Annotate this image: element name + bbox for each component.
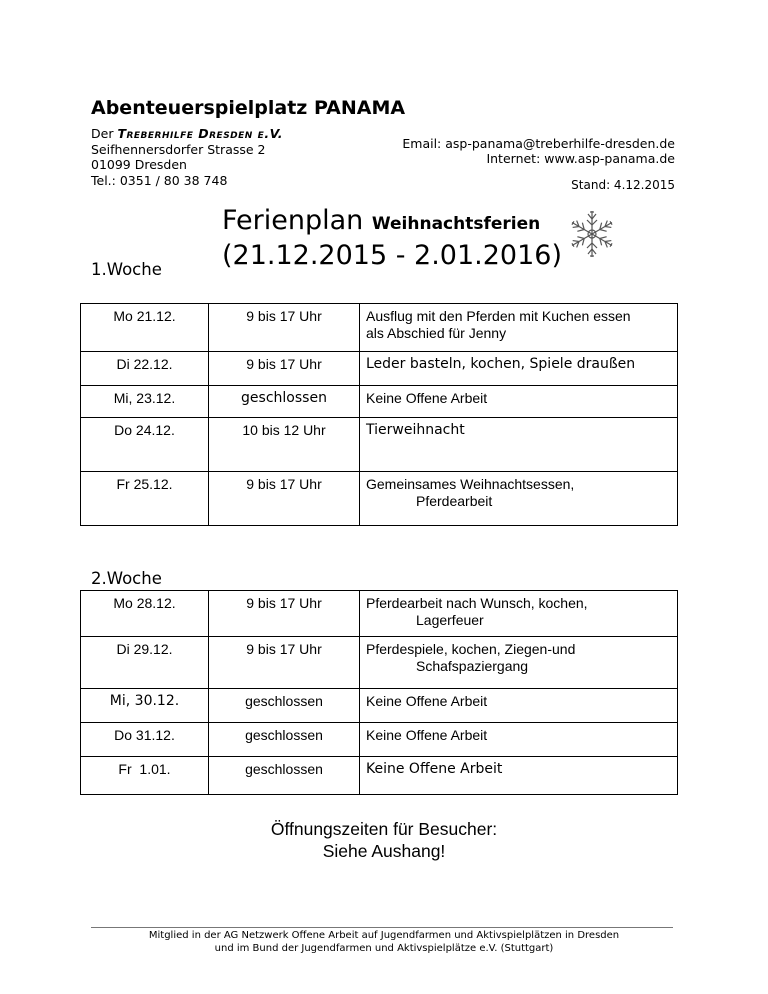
time-cell: 9 bis 17 Uhr [209,472,360,526]
visitor-hours-line2: Siehe Aushang! [322,841,446,861]
activity-cell: Leder basteln, kochen, Spiele draußen [360,352,678,386]
table-row [81,352,678,386]
footer-divider [91,927,673,928]
plan-title: Ferienplan [222,205,372,236]
address-block [91,126,283,188]
footer-line1: Mitglied in der AG Netzwerk Offene Arbeit auf Jugendfarmen und Aktivspielplätzen in Dresden [148,930,620,941]
time-cell: geschlossen [209,757,360,795]
activity-cell: Keine Offene Arbeit [360,689,678,723]
day-cell: Mo 21.12. [81,304,209,352]
activity-text: Pferdearbeit nach Wunsch, kochen, [366,595,588,611]
activity-text: Pferdespiele, kochen, Ziegen-und [366,641,576,657]
day-cell: Di 22.12. [81,352,209,386]
activity-text-2: Schafspaziergang [416,658,529,674]
activity-cell: Tierweihnacht [360,418,678,472]
activity-cell [360,637,678,689]
activity-cell: Keine Offene Arbeit [360,757,678,795]
activity-text-2: Pferdearbeit [416,493,493,509]
activity-cell: Keine Offene Arbeit [360,723,678,757]
telephone: Tel.: 0351 / 80 38 748 [91,172,228,188]
day-cell: Do 24.12. [81,418,209,472]
activity-cell [360,304,678,352]
internet: Internet: www.asp-panama.de [486,151,675,166]
activity-text: Ausflug mit den Pferden mit Kuchen essen [366,308,631,324]
day-cell: Di 29.12. [81,637,209,689]
plan-subtitle: Weihnachtsferien [371,214,541,234]
table-row [81,591,678,637]
page-title: Abenteuerspielplatz PANAMA [91,97,406,119]
day-cell: Fr 1.01. [81,757,209,795]
email: Email: asp-panama@treberhilfe-dresden.de [402,136,675,151]
time-cell: geschlossen [209,689,360,723]
visitor-hours-line1: Öffnungszeiten für Besucher: [270,819,498,839]
week1-label: 1.Woche [91,260,162,279]
time-cell: 9 bis 17 Uhr [209,352,360,386]
activity-text-2: als Abschied für Jenny [366,325,507,341]
contact-block [402,136,675,166]
week1-table [80,303,678,526]
organisation-name: Treberhilfe Dresden e.V. [117,126,284,141]
day-cell: Mo 28.12. [81,591,209,637]
activity-cell [360,472,678,526]
time-cell: 10 bis 12 Uhr [209,418,360,472]
snowflake-icon [566,208,618,260]
table-row [81,757,678,795]
organisation-line [91,126,283,142]
week2-label: 2.Woche [91,569,162,588]
plan-dates: (21.12.2015 - 2.01.2016) [222,240,562,271]
street: Seifhennersdorfer Strasse 2 [91,141,266,157]
table-row [81,418,678,472]
table-row [81,304,678,352]
table-row [81,386,678,418]
table-row [81,472,678,526]
activity-cell: Keine Offene Arbeit [360,386,678,418]
day-cell: Fr 25.12. [81,472,209,526]
day-cell: Do 31.12. [81,723,209,757]
time-cell: geschlossen [209,723,360,757]
footer-line2: und im Bund der Jugendfarmen und Aktivspielplätze e.V. (Stuttgart) [214,943,554,954]
week2-table [80,590,678,795]
table-row [81,689,678,723]
activity-text: Gemeinsames Weihnachtsessen, [366,476,575,492]
activity-cell [360,591,678,637]
day-cell: Mi, 23.12. [81,386,209,418]
table-row [81,723,678,757]
plan-heading [222,205,562,271]
activity-text-2: Lagerfeuer [416,612,484,628]
time-cell: 9 bis 17 Uhr [209,637,360,689]
table-row [81,637,678,689]
day-cell: Mi, 30.12. [81,689,209,723]
time-cell: geschlossen [209,386,360,418]
time-cell: 9 bis 17 Uhr [209,591,360,637]
city: 01099 Dresden [91,157,187,172]
footer [0,929,768,955]
time-cell: 9 bis 17 Uhr [209,304,360,352]
stand-date: Stand: 4.12.2015 [571,178,675,192]
der-label: Der [91,126,118,141]
visitor-hours [0,818,768,862]
